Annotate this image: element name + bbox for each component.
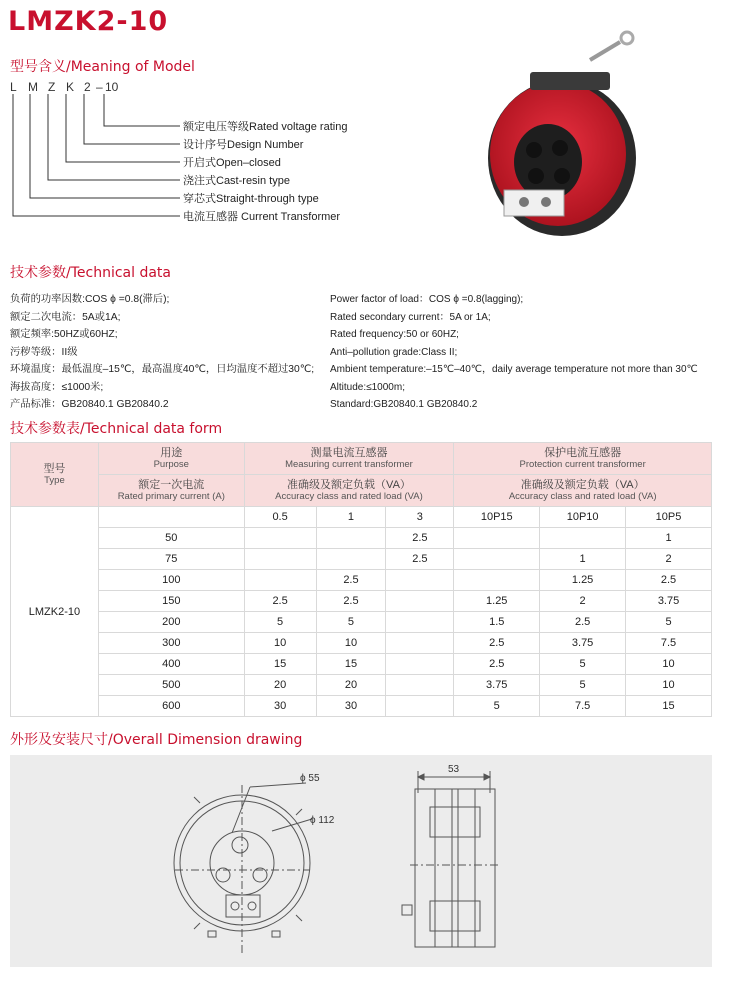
tech-cn-line: 污秽等级：II级 — [10, 346, 78, 358]
rated-load-cell — [244, 528, 316, 549]
primary-current-cell: 200 — [98, 612, 244, 633]
rated-load-cell — [454, 528, 540, 549]
table-row — [11, 612, 712, 633]
rated-load-cell: 20 — [244, 675, 316, 696]
accuracy-class-cell: 3 — [386, 507, 454, 528]
rated-load-cell: 5 — [626, 612, 712, 633]
rated-load-cell: 15 — [316, 654, 386, 675]
rated-load-cell — [386, 612, 454, 633]
dim-d55-label: ϕ 55 — [300, 773, 320, 784]
table-row — [11, 549, 712, 570]
table-row — [11, 675, 712, 696]
accuracy-class-cell: 10P15 — [454, 507, 540, 528]
table-row — [11, 507, 712, 528]
tech-cn-line: 环境温度：最低温度–15℃，最高温度40℃，日均温度不超过30℃; — [10, 364, 315, 375]
tech-cn-line: 额定频率:50HZ或60HZ; — [10, 329, 118, 340]
primary-current-cell: 150 — [98, 591, 244, 612]
table-row — [11, 633, 712, 654]
rated-load-cell — [454, 570, 540, 591]
protection-header: 保护电流互感器 Protection current transformer — [454, 443, 712, 475]
model-code-leader-lines — [0, 90, 190, 230]
rated-load-cell: 15 — [244, 654, 316, 675]
rated-load-cell: 7.5 — [540, 696, 626, 717]
rated-load-cell: 20 — [316, 675, 386, 696]
accuracy-class-cell: 0.5 — [244, 507, 316, 528]
primary-current-cell: 100 — [98, 570, 244, 591]
table-row — [11, 570, 712, 591]
rated-load-cell: 2.5 — [454, 633, 540, 654]
rated-load-cell: 1 — [540, 549, 626, 570]
rated-load-cell: 10 — [626, 675, 712, 696]
rated-load-cell: 1.25 — [454, 591, 540, 612]
page-title: LMZK2-10 — [8, 6, 169, 37]
model-desc-item: 开启式Open–closed — [183, 157, 281, 169]
code-char: L — [10, 80, 17, 94]
rated-load-cell: 3.75 — [454, 675, 540, 696]
primary-current-cell: 400 — [98, 654, 244, 675]
code-char: K — [66, 80, 75, 94]
rated-load-cell: 30 — [316, 696, 386, 717]
tech-en-line: Power factor of load：COS ϕ =0.8(lagging); — [330, 294, 524, 305]
table-body — [11, 507, 712, 717]
rated-load-cell — [386, 591, 454, 612]
dimension-drawing — [10, 755, 712, 967]
rated-load-cell — [386, 675, 454, 696]
rated-load-cell: 15 — [626, 696, 712, 717]
rated-load-cell — [244, 570, 316, 591]
tech-en-line: Ambient temperature:–15℃–40℃，daily average temperature not more than 30℃ — [330, 364, 698, 375]
tech-en-line: Anti–pollution grade:Class II; — [330, 346, 458, 358]
tech-en-line: Standard:GB20840.1 GB20840.2 — [330, 399, 478, 410]
table-row — [11, 696, 712, 717]
measuring-header: 测量电流互感器 Measuring current transformer — [244, 443, 454, 475]
primary-current-cell: 75 — [98, 549, 244, 570]
rated-load-cell: 2.5 — [454, 654, 540, 675]
rated-load-cell: 2.5 — [626, 570, 712, 591]
tech-cn-line: 负荷的功率因数:COS ϕ =0.8(滞后); — [10, 294, 170, 305]
rated-load-cell: 2.5 — [386, 528, 454, 549]
rated-load-cell: 2.5 — [540, 612, 626, 633]
accuracy-class-cell: 10P5 — [626, 507, 712, 528]
table-row — [11, 591, 712, 612]
code-char: M — [28, 80, 38, 94]
rated-load-cell — [244, 549, 316, 570]
product-photo — [470, 30, 650, 245]
tech-en-line: Rated secondary current：5A or 1A; — [330, 311, 491, 323]
code-char: – — [96, 80, 103, 94]
technical-data-en — [330, 291, 698, 414]
rated-load-cell: 7.5 — [626, 633, 712, 654]
rated-load-cell: 10 — [626, 654, 712, 675]
rated-load-cell — [454, 549, 540, 570]
table-header-row — [11, 475, 712, 507]
model-desc-item: 额定电压等级Rated voltage rating — [183, 121, 348, 133]
table-row — [11, 654, 712, 675]
rated-load-cell: 2 — [540, 591, 626, 612]
dim-width-label: 53 — [448, 764, 460, 775]
tech-en-line: Altitude:≤1000m; — [330, 381, 405, 393]
rated-load-cell: 2.5 — [316, 591, 386, 612]
rated-load-cell: 2.5 — [316, 570, 386, 591]
model-desc-item: 设计序号Design Number — [183, 139, 304, 151]
type-header: 型号 Type — [11, 443, 99, 507]
rated-load-cell: 30 — [244, 696, 316, 717]
rated-load-cell — [540, 528, 626, 549]
rated-load-cell: 5 — [454, 696, 540, 717]
accuracy-header: 准确级及额定负载（VA） Accuracy class and rated load (VA) — [244, 475, 454, 507]
table-cell — [98, 507, 244, 528]
rated-load-cell — [316, 549, 386, 570]
code-char: 10 — [105, 80, 119, 94]
rated-load-cell: 3.75 — [626, 591, 712, 612]
table-header-row — [11, 443, 712, 475]
rated-load-cell: 10 — [244, 633, 316, 654]
rated-load-cell: 2.5 — [386, 549, 454, 570]
rated-load-cell: 5 — [316, 612, 386, 633]
primary-current-cell: 50 — [98, 528, 244, 549]
rated-load-cell: 3.75 — [540, 633, 626, 654]
primary-current-cell: 500 — [98, 675, 244, 696]
primary-current-cell: 600 — [98, 696, 244, 717]
rated-load-cell: 1.25 — [540, 570, 626, 591]
code-char: 2 — [84, 80, 91, 94]
model-meaning-heading: 型号含义/Meaning of Model — [10, 59, 195, 75]
purpose-header: 用途 Purpose — [98, 443, 244, 475]
rated-load-cell: 5 — [540, 675, 626, 696]
rated-load-cell — [386, 654, 454, 675]
table-row — [11, 528, 712, 549]
data-form-heading: 技术参数表/Technical data form — [10, 421, 223, 437]
rated-load-cell: 1.5 — [454, 612, 540, 633]
primary-current-cell: 300 — [98, 633, 244, 654]
tech-cn-line: 额定二次电流：5A或1A; — [10, 311, 121, 323]
rated-load-cell: 10 — [316, 633, 386, 654]
rated-load-cell: 5 — [244, 612, 316, 633]
model-desc-item: 浇注式Cast-resin type — [183, 175, 290, 187]
code-char: Z — [48, 80, 56, 94]
dim-d112-label: ϕ 112 — [310, 815, 335, 826]
accuracy-class-cell: 1 — [316, 507, 386, 528]
accuracy-class-cell: 10P10 — [540, 507, 626, 528]
technical-data-heading: 技术参数/Technical data — [10, 265, 171, 281]
tech-cn-line: 海拔高度：≤1000米; — [10, 381, 104, 393]
rated-load-cell: 5 — [540, 654, 626, 675]
model-cell: LMZK2-10 — [11, 507, 99, 717]
rated-load-cell — [386, 696, 454, 717]
rated-load-cell: 2.5 — [244, 591, 316, 612]
tech-cn-line: 产品标准：GB20840.1 GB20840.2 — [10, 399, 169, 410]
technical-data-table — [10, 442, 712, 717]
rated-load-cell: 2 — [626, 549, 712, 570]
dimension-heading: 外形及安装尺寸/Overall Dimension drawing — [10, 732, 303, 748]
model-desc-item: 穿芯式Straight-through type — [183, 193, 319, 205]
primary-current-header: 额定一次电流 Rated primary current (A) — [98, 475, 244, 507]
rated-load-cell — [386, 633, 454, 654]
rated-load-cell — [316, 528, 386, 549]
accuracy-header: 准确级及额定负载（VA） Accuracy class and rated load (VA) — [454, 475, 712, 507]
rated-load-cell — [386, 570, 454, 591]
model-desc-item: 电流互感器 Current Transformer — [183, 211, 341, 223]
technical-data-cn — [10, 291, 314, 414]
rated-load-cell: 1 — [626, 528, 712, 549]
tech-en-line: Rated frequency:50 or 60HZ; — [330, 329, 459, 340]
